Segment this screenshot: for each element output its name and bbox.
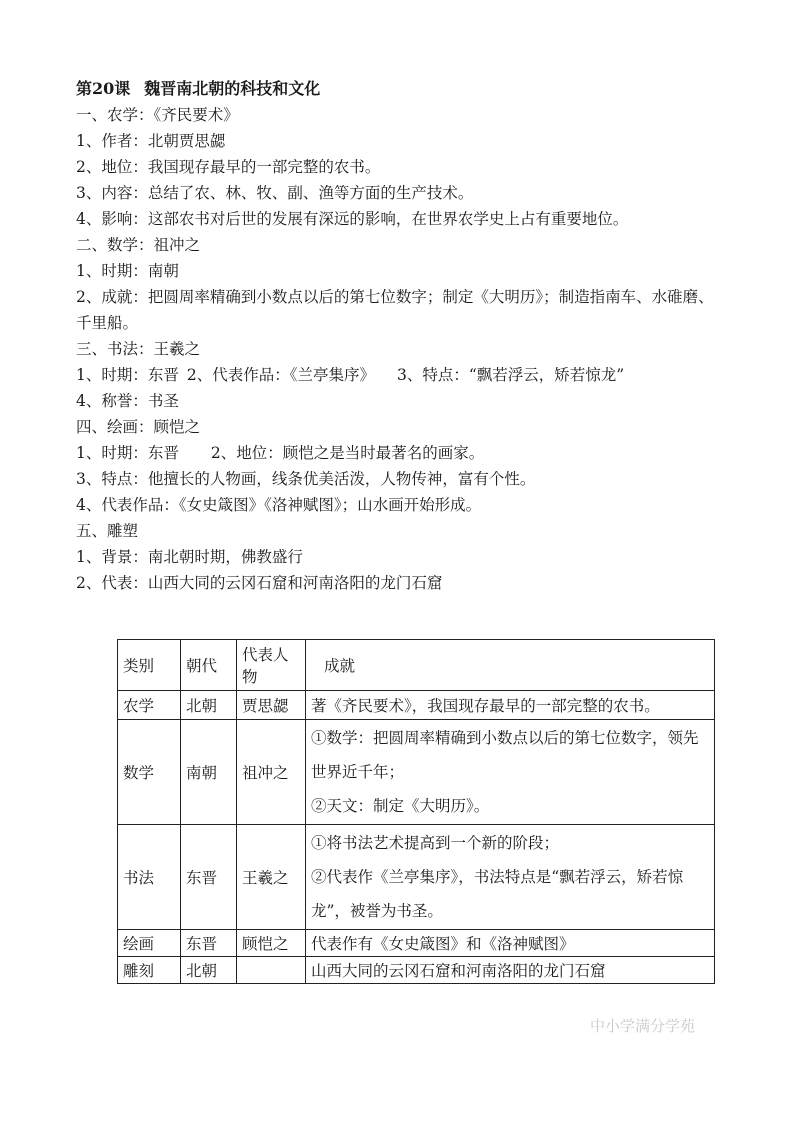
table-header-row (118, 640, 715, 691)
cell-dynasty: 北朝 (181, 957, 237, 984)
cell-category: 书法 (118, 825, 181, 930)
table-row (118, 825, 715, 930)
cell-achievements (306, 930, 715, 957)
cell-dynasty: 南朝 (181, 720, 237, 825)
painting-status: 2、地位：顾恺之是当时最著名的画家。 (210, 444, 485, 462)
calligraphy-title: 4、称誉：书圣 (76, 392, 179, 410)
agriculture-content: 3、内容：总结了农、林、牧、副、渔等方面的生产技术。 (76, 184, 474, 202)
painting-info-row (76, 440, 726, 466)
cell-achievements (306, 720, 715, 825)
achievement-line: 著《齐民要术》，我国现存最早的一部完整的农书。 (311, 697, 660, 715)
section-heading-painting: 四、绘画：顾恺之 (76, 418, 201, 436)
agriculture-influence: 4、影响：这部农书对后世的发展有深远的影响，在世界农学史上占有重要地位。 (76, 210, 629, 228)
painting-period: 1、时期：东晋 (76, 444, 179, 462)
achievement-line: ①数学：把圆周率精确到小数点以后的第七位数字，领先世界近千年； (311, 729, 699, 781)
table-row (118, 720, 715, 825)
table-row (118, 930, 715, 957)
table-row (118, 691, 715, 720)
header-category: 类别 (118, 640, 181, 691)
header-dynasty: 朝代 (181, 640, 237, 691)
lesson-topic: 魏晋南北朝的科技和文化 (144, 79, 321, 98)
calligraphy-work: 2、代表作品：《兰亭集序》 (186, 366, 375, 384)
math-achievements: 2、成就：把圆周率精确到小数点以后的第七位数字；制定《大明历》；制造指南车、水碓磨、千里船。 (76, 288, 714, 332)
cell-dynasty: 北朝 (181, 691, 237, 720)
cell-person: 贾思勰 (237, 691, 306, 720)
section-heading-sculpture: 五、雕塑 (76, 522, 139, 540)
calligraphy-feature: 3、特点：“飘若浮云，矫若惊龙” (397, 366, 625, 384)
calligraphy-period: 1、时期：东晋 (76, 366, 179, 384)
cell-dynasty: 东晋 (181, 930, 237, 957)
header-person: 代表人物 (237, 640, 306, 691)
section-heading-agriculture: 一、农学：《齐民要术》 (76, 106, 239, 124)
agriculture-author: 1、作者：北朝贾思勰 (76, 132, 226, 150)
painting-works: 4、代表作品：《女史箴图》《洛神赋图》；山水画开始形成。 (76, 496, 482, 514)
agriculture-status: 2、地位：我国现存最早的一部完整的农书。 (76, 158, 381, 176)
cell-person (237, 957, 306, 984)
summary-table (117, 639, 715, 984)
section-heading-math: 二、数学：祖冲之 (76, 236, 201, 254)
lesson-number: 第20课 (76, 79, 131, 98)
cell-category: 农学 (118, 691, 181, 720)
cell-category: 雕刻 (118, 957, 181, 984)
section-heading-calligraphy: 三、书法：王羲之 (76, 340, 201, 358)
achievement-line: ①将书法艺术提高到一个新的阶段； (311, 834, 560, 852)
cell-achievements (306, 691, 715, 720)
math-period: 1、时期：南朝 (76, 262, 179, 280)
cell-person: 王羲之 (237, 825, 306, 930)
lesson-title (76, 76, 726, 102)
document-body (76, 76, 726, 596)
cell-category: 数学 (118, 720, 181, 825)
cell-person: 祖冲之 (237, 720, 306, 825)
achievement-line: ②代表作《兰亭集序》，书法特点是“飘若浮云，矫若惊龙”，被誉为书圣。 (311, 868, 684, 920)
painting-feature: 3、特点：他擅长的人物画，线条优美活泼，人物传神，富有个性。 (76, 470, 536, 488)
cell-achievements (306, 957, 715, 984)
table-row (118, 957, 715, 984)
calligraphy-info-row (76, 362, 726, 388)
sculpture-background: 1、背景：南北朝时期，佛教盛行 (76, 548, 303, 566)
achievement-line: 山西大同的云冈石窟和河南洛阳的龙门石窟 (311, 962, 606, 980)
header-achievements: 成就 (306, 640, 715, 691)
sculpture-representative: 2、代表：山西大同的云冈石窟和河南洛阳的龙门石窟 (76, 574, 443, 592)
achievement-line: 代表作有《女史箴图》和《洛神赋图》 (311, 935, 575, 953)
cell-category: 绘画 (118, 930, 181, 957)
cell-person: 顾恺之 (237, 930, 306, 957)
cell-dynasty: 东晋 (181, 825, 237, 930)
achievement-line: ②天文：制定《大明历》。 (311, 797, 490, 815)
cell-achievements (306, 825, 715, 930)
watermark: 中小学满分学苑 (590, 1017, 696, 1035)
